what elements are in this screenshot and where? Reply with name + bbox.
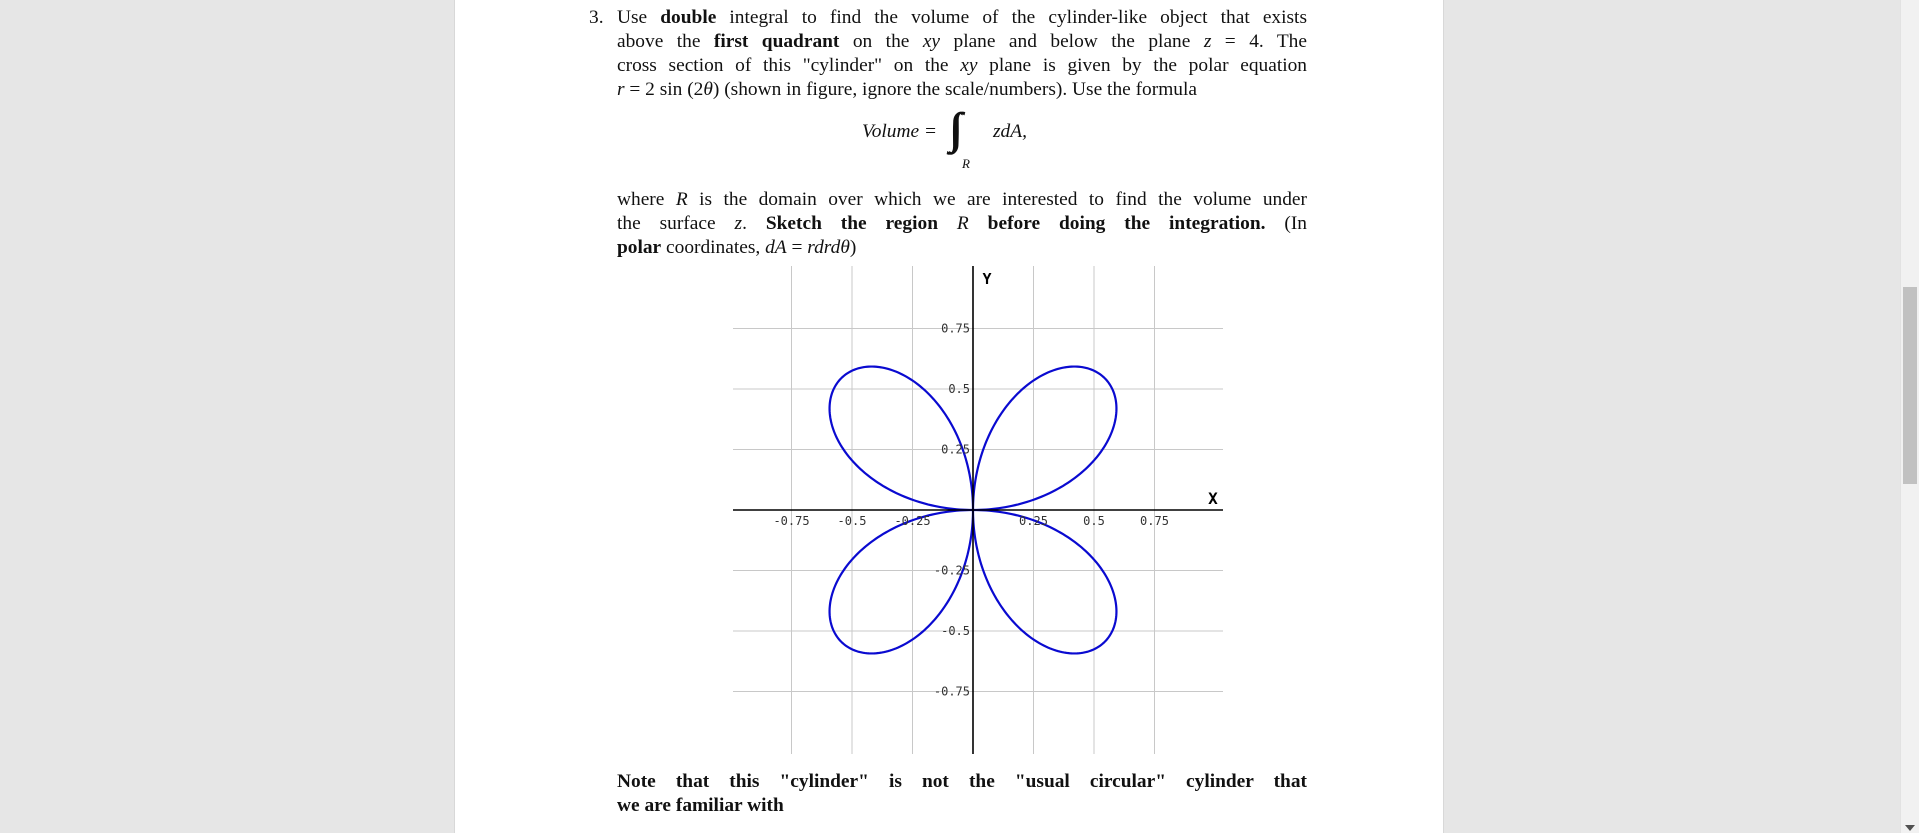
y-tick-label: -0.25 — [933, 563, 970, 578]
text-line: Note that this "cylinder" is not the "usual circular" cylinder that — [617, 771, 1307, 792]
volume-formula — [617, 102, 1307, 188]
x-tick-label: 0.75 — [1140, 514, 1169, 528]
x-axis-label: X — [1208, 489, 1218, 508]
x-tick-label: 0.5 — [1083, 514, 1105, 528]
x-tick-label: -0.75 — [773, 514, 810, 528]
x-tick-label: 0.25 — [1019, 514, 1048, 528]
problem-paragraph-2 — [617, 188, 1307, 260]
text-line: above the first quadrant on the xy plane and below the plane z = 4. The — [617, 31, 1307, 52]
text-line: r = 2 sin (2θ) (shown in figure, ignore the scale/numbers). Use the formula — [617, 79, 1197, 100]
vertical-scrollbar[interactable] — [1900, 0, 1919, 833]
y-tick-label: -0.5 — [941, 624, 970, 638]
y-tick-label: 0.75 — [941, 321, 970, 336]
y-axis-label: Y — [982, 270, 992, 288]
text-line: polar coordinates, dA = rdrdθ) — [617, 237, 857, 258]
text-line: we are familiar with — [617, 795, 784, 816]
scrollbar-thumb[interactable] — [1903, 287, 1917, 484]
y-tick-label: -0.75 — [933, 684, 970, 699]
formula-lhs: Volume = — [862, 121, 938, 142]
text-line: Use double integral to find the volume of the cylinder-like object that exists — [617, 7, 1307, 28]
y-tick-label: 0.5 — [948, 382, 970, 396]
text-line: cross section of this "cylinder" on the xy plane is given by the polar equation — [617, 55, 1307, 76]
y-tick-label: 0.25 — [941, 442, 970, 457]
double-integral-sign: ∫∫ — [949, 104, 954, 153]
text-line: where R is the domain over which we are interested to find the volume under — [617, 189, 1307, 210]
formula-rhs: zdA, — [993, 121, 1027, 142]
x-tick-label: -0.25 — [894, 514, 931, 528]
problem-paragraph-1 — [617, 6, 1307, 102]
problem-3 — [589, 6, 1307, 260]
scroll-down-arrow-icon[interactable] — [1905, 825, 1915, 831]
text-line: the surface z. Sketch the region R before doing the integration. (In — [617, 213, 1307, 234]
graph-canvas — [733, 266, 1223, 754]
integral-domain: R — [962, 156, 970, 171]
x-tick-label: -0.5 — [837, 514, 867, 528]
problem-number: 3. — [589, 7, 604, 28]
rose-curve-graph — [733, 266, 1223, 754]
note-paragraph — [617, 770, 1307, 818]
document-page — [454, 0, 1444, 833]
